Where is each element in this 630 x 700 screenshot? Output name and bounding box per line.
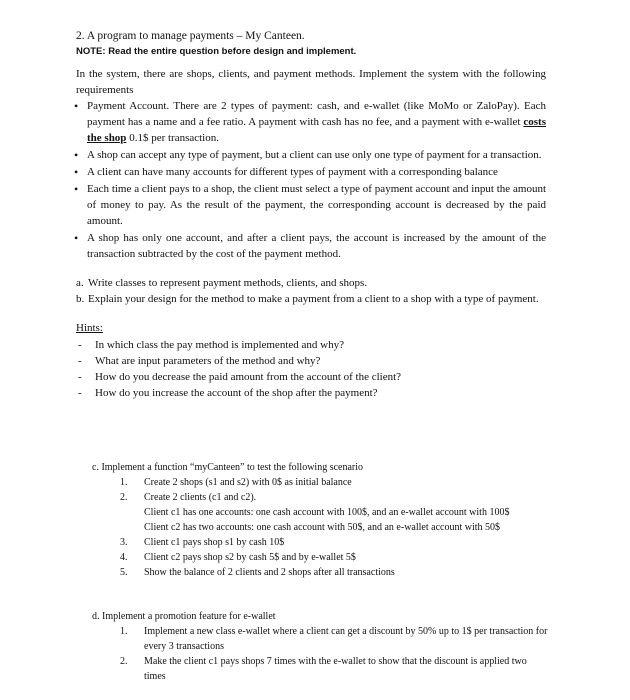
part-b: b. Explain your design for the method to make a payment from a client to a shop with a type of payment. [76, 293, 539, 305]
intro-paragraph: In the system, there are shops, clients, and payment methods. Implement the system with the following requirements [76, 68, 546, 96]
part-c-heading: c. Implement a function “myCanteen” to test the following scenario [92, 462, 364, 473]
hint-item: - How do you increase the account of the shop after the payment? [76, 385, 401, 401]
part-c-steps [120, 475, 550, 580]
requirement-item: • Payment Account. There are 2 types of payment: cash, and e-wallet (like MoMo or ZaloPay). Each payment has a name and a fee ratio. A payment with cash has no fee, and a payment with e-wallet costs the shop 0.1$ per transaction. [70, 98, 546, 146]
step-item: 1. Create 2 shops (s1 and s2) with 0$ as initial balance [120, 477, 352, 488]
part-d-heading: d. Implement a promotion feature for e-wallet [92, 611, 276, 622]
step-item: 2. Make the client c1 pays shops 7 times with the e-wallet to show that the discount is applied two times [120, 656, 527, 682]
hints-heading: Hints: [76, 322, 103, 334]
step-item: 5. Show the balance of 2 clients and 2 shops after all transactions [120, 567, 395, 578]
part-a: a. Write classes to represent payment methods, clients, and shops. [76, 277, 368, 289]
requirement-item: • A client can have many accounts for different types of payment with a corresponding balance [70, 164, 546, 180]
note-line: NOTE: Read the entire question before design and implement. [76, 46, 357, 57]
requirement-item: • A shop can accept any type of payment, but a client can use only one type of payment for a transaction. [70, 147, 546, 163]
requirement-item: • A shop has only one account, and after a client pays, the account is increased by the amount of the transaction subtracted by the cost of the payment method. [70, 230, 546, 262]
step-item: 1. Implement a new class e-wallet where a client can get a discount by 50% up to 1$ per transaction for every 3 transactions [120, 626, 548, 652]
part-d-steps [120, 624, 550, 684]
client-c1-detail: Client c1 has one accounts: one cash account with 100$, and an e-wallet account with 100$ [144, 507, 510, 518]
hint-item: - What are input parameters of the method and why? [76, 353, 401, 369]
hints-list [76, 337, 401, 401]
requirement-item: • Each time a client pays to a shop, the client must select a type of payment account and input the amount of money to pay. As the result of the payment, the corresponding account is decreased by the paid amount. [70, 181, 546, 229]
step-item: 3. Client c1 pays shop s1 by cash 10$ [120, 537, 285, 548]
hint-item: - In which class the pay method is implemented and why? [76, 337, 401, 353]
question-title: 2. A program to manage payments – My Canteen. [76, 30, 305, 42]
step-item: 4. Client c2 pays shop s2 by cash 5$ and by e-wallet 5$ [120, 552, 356, 563]
hint-item: - How do you decrease the paid amount from the account of the client? [76, 369, 401, 385]
client-c2-detail: Client c2 has two accounts: one cash account with 50$, and an e-wallet account with 50$ [144, 522, 501, 533]
emphasis-text: costs the shop [87, 116, 546, 144]
step-item: 2. Create 2 clients (c1 and c2). Client c1 has one accounts: one cash account with 100$, and an e-wallet account with 100$ Client c2 has two accounts: one cash account with 50$, and an e-wallet account with 50$ [120, 490, 550, 535]
requirements-list [70, 98, 546, 263]
